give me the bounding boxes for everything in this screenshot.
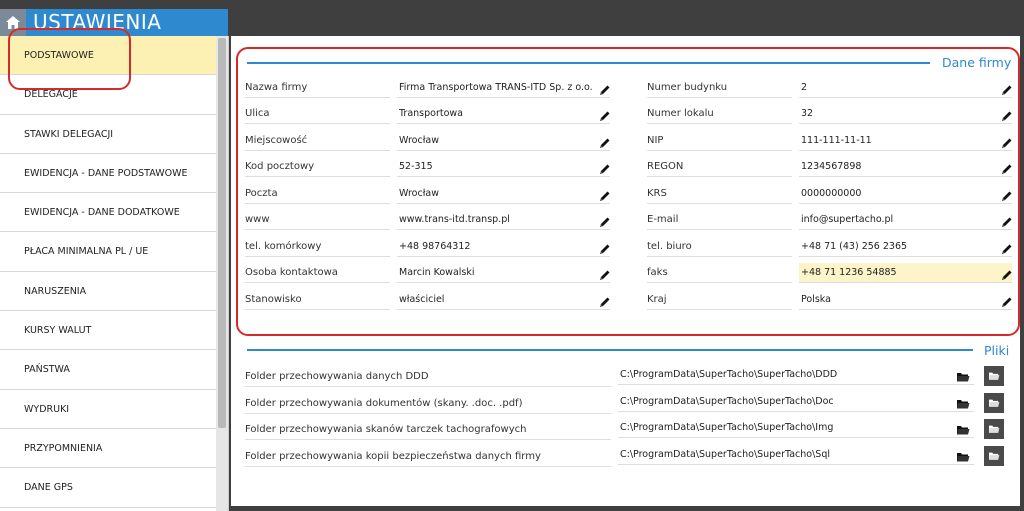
folder-icon[interactable]: [956, 395, 970, 407]
edit-pencil-icon[interactable]: [599, 293, 611, 305]
file-path-field[interactable]: C:\ProgramData\SuperTacho\SuperTacho\Img: [618, 418, 974, 438]
edit-pencil-icon[interactable]: [599, 160, 611, 172]
section-title-files: Pliki: [984, 343, 1010, 358]
scrollbar-thumb[interactable]: [218, 38, 226, 428]
open-folder-icon: [988, 424, 1000, 434]
open-folder-icon: [988, 398, 1000, 408]
edit-pencil-icon[interactable]: [1001, 240, 1013, 252]
field-label: Miejscowość: [245, 131, 390, 151]
section-divider: [247, 349, 973, 351]
field-value[interactable]: +48 71 1236 54885: [799, 263, 1012, 283]
field-label: Numer lokalu: [647, 104, 792, 124]
edit-pencil-icon[interactable]: [1001, 187, 1013, 199]
field-value[interactable]: www.trans-itd.transp.pl: [397, 210, 610, 230]
sidebar-item-ewidencja-podstawowe[interactable]: [0, 154, 216, 193]
field-value[interactable]: +48 98764312: [397, 237, 610, 257]
sidebar-item-label: EWIDENCJA - DANE DODATKOWE: [24, 207, 180, 219]
field-value[interactable]: info@supertacho.pl: [799, 210, 1012, 230]
sidebar-item-przypomnienia[interactable]: [0, 429, 216, 468]
sidebar: [0, 36, 229, 511]
sidebar-item-panstwa[interactable]: [0, 350, 216, 389]
folder-icon[interactable]: [956, 368, 970, 380]
file-path-field[interactable]: C:\ProgramData\SuperTacho\SuperTacho\DDD: [618, 365, 974, 385]
sidebar-item-label: KURSY WALUT: [24, 325, 92, 337]
sidebar-item-label: STAWKI DELEGACJI: [24, 128, 114, 140]
edit-pencil-icon[interactable]: [599, 81, 611, 93]
sidebar-item-label: NARUSZENIA: [24, 285, 87, 297]
field-value[interactable]: Marcin Kowalski: [397, 263, 610, 283]
field-value[interactable]: 52-315: [397, 157, 610, 177]
file-row-label: Folder przechowywania skanów tarczek tachografowych: [245, 420, 611, 440]
browse-folder-button[interactable]: [984, 419, 1004, 439]
file-row-label: Folder przechowywania dokumentów (skany. .doc. .pdf): [245, 394, 611, 414]
field-value[interactable]: 1234567898: [799, 157, 1012, 177]
browse-folder-button[interactable]: [984, 366, 1004, 386]
sidebar-item-dane-gps[interactable]: [0, 468, 216, 507]
edit-pencil-icon[interactable]: [1001, 213, 1013, 225]
field-label: Nazwa firmy: [245, 78, 390, 98]
sidebar-item-label: EWIDENCJA - DANE PODSTAWOWE: [24, 167, 188, 179]
sidebar-item-label: PAŃSTWA: [24, 364, 70, 376]
sidebar-item-podstawowe[interactable]: [0, 36, 216, 75]
field-label: tel. komórkowy: [245, 237, 390, 257]
folder-icon[interactable]: [956, 448, 970, 460]
file-row-label: Folder przechowywania danych DDD: [245, 367, 611, 387]
sidebar-item-ewidencja-dodatkowe[interactable]: [0, 193, 216, 232]
edit-pencil-icon[interactable]: [1001, 160, 1013, 172]
edit-pencil-icon[interactable]: [599, 107, 611, 119]
file-path-field[interactable]: C:\ProgramData\SuperTacho\SuperTacho\Sql: [618, 445, 974, 465]
field-label: E-mail: [647, 210, 792, 230]
browse-folder-button[interactable]: [984, 446, 1004, 466]
field-value[interactable]: Polska: [799, 290, 1012, 310]
main-panel: [231, 36, 1020, 506]
sidebar-item-label: PODSTAWOWE: [24, 50, 94, 61]
open-folder-icon: [988, 371, 1000, 381]
field-label: www: [245, 210, 390, 230]
edit-pencil-icon[interactable]: [599, 213, 611, 225]
home-icon: [5, 15, 21, 30]
section-title-company: Dane firmy: [942, 55, 1012, 70]
field-label: Kraj: [647, 290, 792, 310]
browse-folder-button[interactable]: [984, 393, 1004, 413]
field-label: Stanowisko: [245, 290, 390, 310]
edit-pencil-icon[interactable]: [599, 187, 611, 199]
edit-pencil-icon[interactable]: [1001, 134, 1013, 146]
edit-pencil-icon[interactable]: [1001, 81, 1013, 93]
field-value[interactable]: 111-111-11-11: [799, 131, 1012, 151]
sidebar-item-label: DELEGACJE: [24, 89, 78, 101]
sidebar-item-wydruki[interactable]: [0, 390, 216, 429]
field-label: Osoba kontaktowa: [245, 263, 390, 283]
sidebar-item-kursy-walut[interactable]: [0, 311, 216, 350]
sidebar-item-label: PŁACA MINIMALNA PL / UE: [24, 246, 149, 258]
sidebar-item-stawki-delegacji[interactable]: [0, 115, 216, 154]
field-value[interactable]: 2: [799, 78, 1012, 98]
field-value[interactable]: Wrocław: [397, 184, 610, 204]
open-folder-icon: [988, 451, 1000, 461]
field-value[interactable]: 32: [799, 104, 1012, 124]
field-label: Kod pocztowy: [245, 157, 390, 177]
field-value[interactable]: Wrocław: [397, 131, 610, 151]
field-label: tel. biuro: [647, 237, 792, 257]
field-label: KRS: [647, 184, 792, 204]
section-divider: [247, 62, 930, 64]
folder-icon[interactable]: [956, 421, 970, 433]
sidebar-scrollbar[interactable]: [216, 36, 228, 511]
field-value[interactable]: właściciel: [397, 290, 610, 310]
home-button[interactable]: [0, 9, 26, 36]
file-row-label: Folder przechowywania kopii bezpieczeństwa danych firmy: [245, 447, 611, 467]
sidebar-item-label: DANE GPS: [24, 482, 73, 494]
edit-pencil-icon[interactable]: [599, 134, 611, 146]
edit-pencil-icon[interactable]: [599, 240, 611, 252]
field-value[interactable]: +48 71 (43) 256 2365: [799, 237, 1012, 257]
edit-pencil-icon[interactable]: [1001, 293, 1013, 305]
page-title: USTAWIENIA: [26, 9, 228, 36]
field-label: Ulica: [245, 104, 390, 124]
edit-pencil-icon[interactable]: [1001, 266, 1013, 278]
field-value[interactable]: 0000000000: [799, 184, 1012, 204]
sidebar-item-label: WYDRUKI: [24, 403, 70, 415]
sidebar-item-label: PRZYPOMNIENIA: [24, 442, 103, 454]
sidebar-item-delegacje[interactable]: [0, 75, 216, 114]
edit-pencil-icon[interactable]: [599, 266, 611, 278]
field-value[interactable]: Firma Transportowa TRANS-ITD Sp. z o.o.: [397, 78, 610, 98]
field-value[interactable]: Transportowa: [397, 104, 610, 124]
field-label: REGON: [647, 157, 792, 177]
sidebar-item-placa-minimalna[interactable]: [0, 232, 216, 271]
sidebar-item-naruszenia[interactable]: [0, 272, 216, 311]
field-label: NIP: [647, 131, 792, 151]
field-label: Numer budynku: [647, 78, 792, 98]
field-label: Poczta: [245, 184, 390, 204]
file-path-field[interactable]: C:\ProgramData\SuperTacho\SuperTacho\Doc: [618, 392, 974, 412]
field-label: faks: [647, 263, 792, 283]
edit-pencil-icon[interactable]: [1001, 107, 1013, 119]
